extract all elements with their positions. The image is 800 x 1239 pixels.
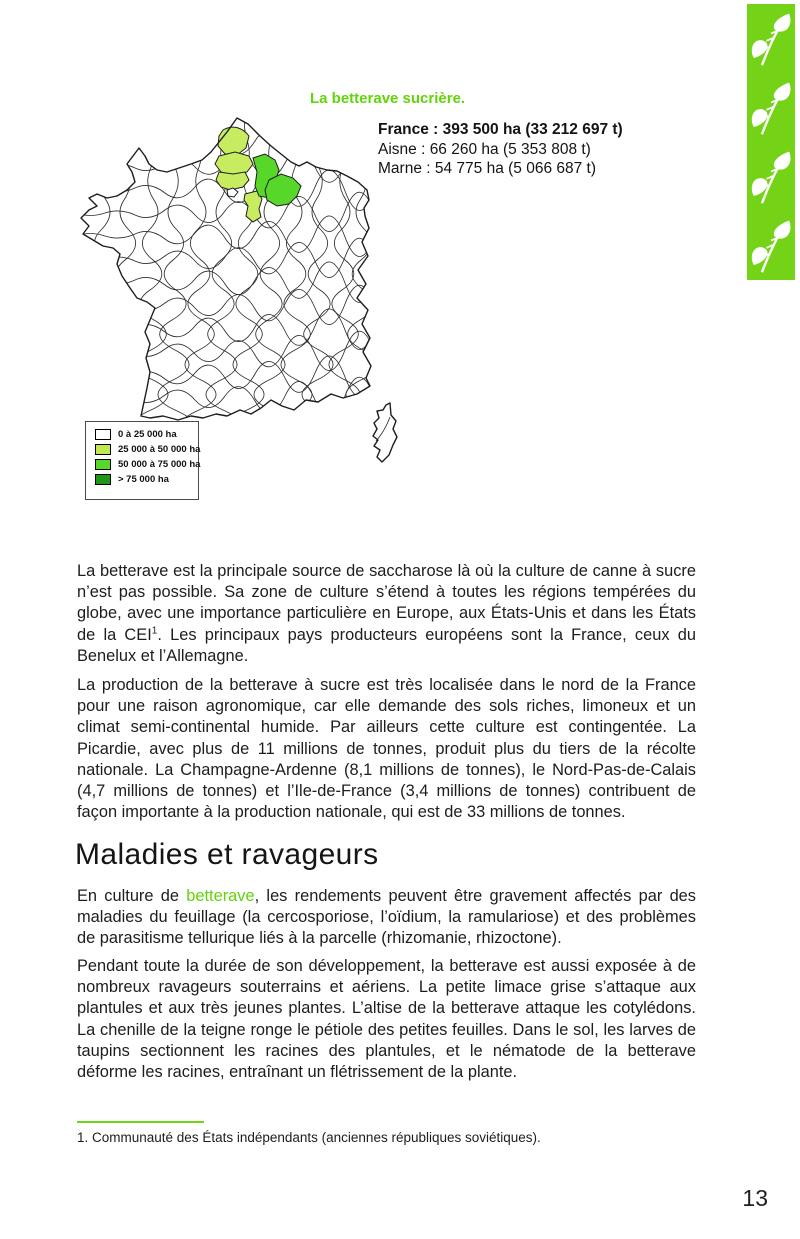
paragraph-production: La production de la betterave à sucre est très localisée dans le nord de la France pour une raison agronomique, car elle demande des sols riches, limoneux et un climat semi-continental humide. Par ailleurs cette culture est contingentée. La Picardie, avec plus de 11 millions de tonnes, produit plus du tiers de la récolte nationale. La Champagne-Ardenne (8,1 millions de tonnes), le Nord-Pas-de-Calais (4,7 millions de tonnes) et l’Ile-de-France (3,4 millions de tonnes) contribuent de façon importante à la production nationale, qui est de 33 millions de tonnes. xyxy=(77,676,696,822)
leaf-icon xyxy=(749,148,793,206)
decorative-leaf-band xyxy=(747,4,795,280)
paragraph-diseases xyxy=(77,886,696,950)
highlighted-term: betterave xyxy=(186,887,255,905)
footnote-rule xyxy=(77,1121,204,1123)
legend-item xyxy=(95,459,201,470)
map-legend xyxy=(85,421,199,500)
legend-swatch-light-green xyxy=(95,444,111,455)
leaf-icon xyxy=(749,217,793,275)
france-departments-map xyxy=(75,110,415,530)
section-heading: Maladies et ravageurs xyxy=(75,838,379,871)
legend-item xyxy=(95,429,198,440)
paragraph-intro xyxy=(77,561,696,667)
legend-swatch-white xyxy=(95,429,111,440)
dept-25k-50k xyxy=(218,127,249,155)
corsica xyxy=(373,403,397,462)
paragraph-pests: Pendant toute la durée de son développement, la betterave est aussi exposée à de nombreux ravageurs souterrains et aériens. La petite limace grise s’attaque aux plantules et aux très jeunes plantes. L’altise de la betterave attaque les cotylédons. La chenille de la teigne ronge le pétiole des petites feuilles. Dans le sol, les larves de taupins sectionnent les racines des plantules, et le nématode de la betterave déforme les racines, entraînant un flétrissement de la plante. xyxy=(77,957,696,1082)
leaf-icon xyxy=(749,79,793,137)
leaf-icon xyxy=(749,10,793,68)
paragraph-text: . Les principaux pays producteurs européens sont la France, ceux du Benelux et l’Allemagne. xyxy=(77,625,697,665)
stat-france: France : 393 500 ha (33 212 697 t) xyxy=(378,121,623,138)
figure-title: La betterave sucrière. xyxy=(310,90,466,107)
dept-50k-75k-marne xyxy=(265,174,301,206)
legend-swatch-medium-green xyxy=(95,459,111,470)
paragraph-text: En culture de xyxy=(77,887,187,905)
legend-label: 0 à 25 000 ha xyxy=(118,429,177,440)
legend-label: 25 000 à 50 000 ha xyxy=(118,444,201,455)
page-number: 13 xyxy=(742,1185,768,1211)
footnote-marker: 1 xyxy=(151,625,158,637)
legend-label: 50 000 à 75 000 ha xyxy=(118,459,201,470)
paris-area-detail xyxy=(227,188,238,197)
footnote: 1. Communauté des États indépendants (anciennes républiques soviétiques). xyxy=(77,1130,541,1145)
paragraph-text: , les rendements peuvent être gravement affectés par des maladies du feuillage (la cercosporiose, l’oïdium, la ramulariose) et des problèmes de parasitisme tellurique liés à la parcelle (rhizomanie, rhizoctone). xyxy=(77,887,696,948)
stat-marne: Marne : 54 775 ha (5 066 687 t) xyxy=(378,160,597,177)
legend-label: > 75 000 ha xyxy=(118,474,169,485)
legend-item xyxy=(95,474,198,485)
legend-swatch-dark-green xyxy=(95,474,111,485)
paragraph-text: La betterave est la principale source de saccharose là où la culture de canne à sucre n’est pas possible. Sa zone de culture s’étend à toutes les régions tempérées du globe, avec une importance particulière en Europe, aux États-Unis et dans les États de la CEI xyxy=(77,562,696,644)
stat-aisne: Aisne : 66 260 ha (5 353 808 t) xyxy=(378,140,591,158)
legend-item xyxy=(95,444,201,455)
